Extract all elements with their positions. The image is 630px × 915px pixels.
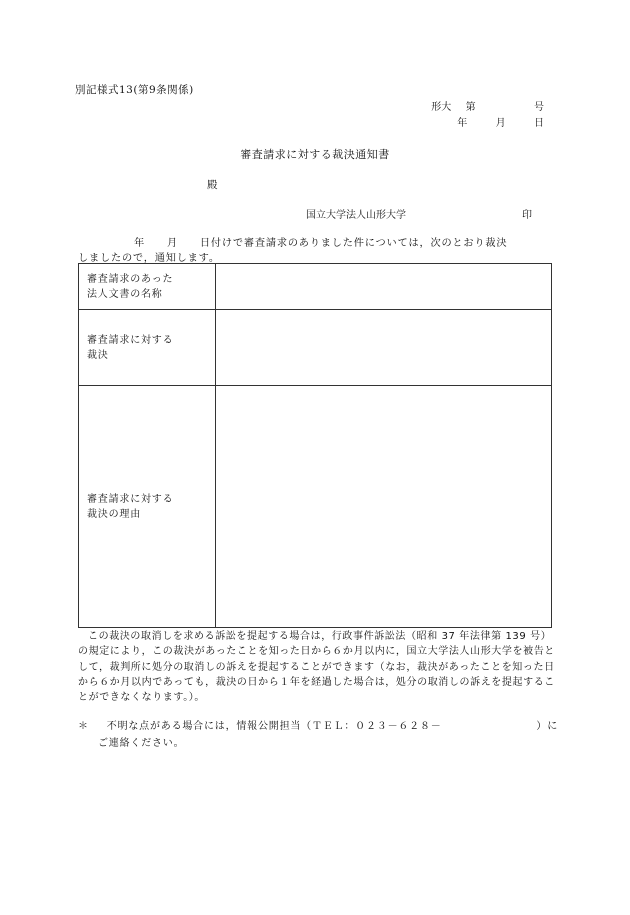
- intro-line-1: 年 月 日付けで審査請求のありました件については，次のとおり裁決: [134, 238, 508, 249]
- appeal-notice: [78, 629, 558, 705]
- doc-number-go: 号: [534, 102, 544, 113]
- row-label-line: 審査請求に対する: [87, 334, 174, 346]
- row-label: [79, 386, 216, 628]
- document-number: [431, 98, 544, 113]
- contact-note: [78, 718, 558, 752]
- contact-text: 不明な点がある場合には，情報公開担当（ＴＥＬ：０２３－６２８－: [106, 721, 442, 732]
- table-row: [79, 264, 552, 310]
- contact-bullet: ＊: [78, 721, 89, 732]
- doc-number-prefix: 形大: [431, 102, 452, 113]
- issuer-seal: 印: [522, 210, 532, 221]
- row-label: [79, 264, 216, 310]
- doc-number-dai: 第: [465, 102, 476, 113]
- date-month: 月: [495, 118, 506, 129]
- contact-close: ）に: [536, 721, 558, 732]
- contact-line-2: ご連絡ください。: [98, 738, 185, 749]
- row-label-line: 法人文書の名称: [87, 288, 163, 300]
- row-label-line: 裁決の理由: [87, 508, 141, 520]
- row-value: [216, 264, 552, 310]
- table-row: [79, 310, 552, 386]
- intro-line-2: しましたので，通知します。: [78, 253, 220, 264]
- addressee-suffix: 殿: [207, 179, 218, 191]
- row-label-line: 裁決: [87, 349, 109, 361]
- document-title: 審査請求に対する裁決通知書: [240, 148, 390, 161]
- row-value: [216, 386, 552, 628]
- issue-date: [457, 114, 544, 129]
- decision-form-table: [78, 263, 552, 628]
- row-value: [216, 310, 552, 386]
- row-label: [79, 310, 216, 386]
- appeal-notice-text: この裁決の取消しを求める訴訟を提起する場合は，行政事件訴訟法（昭和 37 年法律第 139 号）の規定により，この裁決があったことを知った日から６か月以内に，国立大学法人山形大学を被告として，裁判所に処分の取消しの訴えを提起することができます（なお，裁決があったことを知った日から６か月以内であっても，裁決の日から１年を経過した場合は，処分の取消しの訴えを提起することができなくなります。）。: [78, 631, 555, 704]
- row-label-line: 審査請求に対する: [87, 493, 174, 505]
- form-label: 別記様式13(第9条関係): [75, 84, 194, 96]
- issuer-name: 国立大学法人山形大学: [306, 210, 406, 221]
- intro-text: [78, 236, 558, 266]
- date-year: 年: [457, 118, 468, 129]
- date-day: 日: [534, 118, 544, 129]
- row-label-line: 審査請求のあった: [87, 273, 174, 285]
- table-row: [79, 386, 552, 628]
